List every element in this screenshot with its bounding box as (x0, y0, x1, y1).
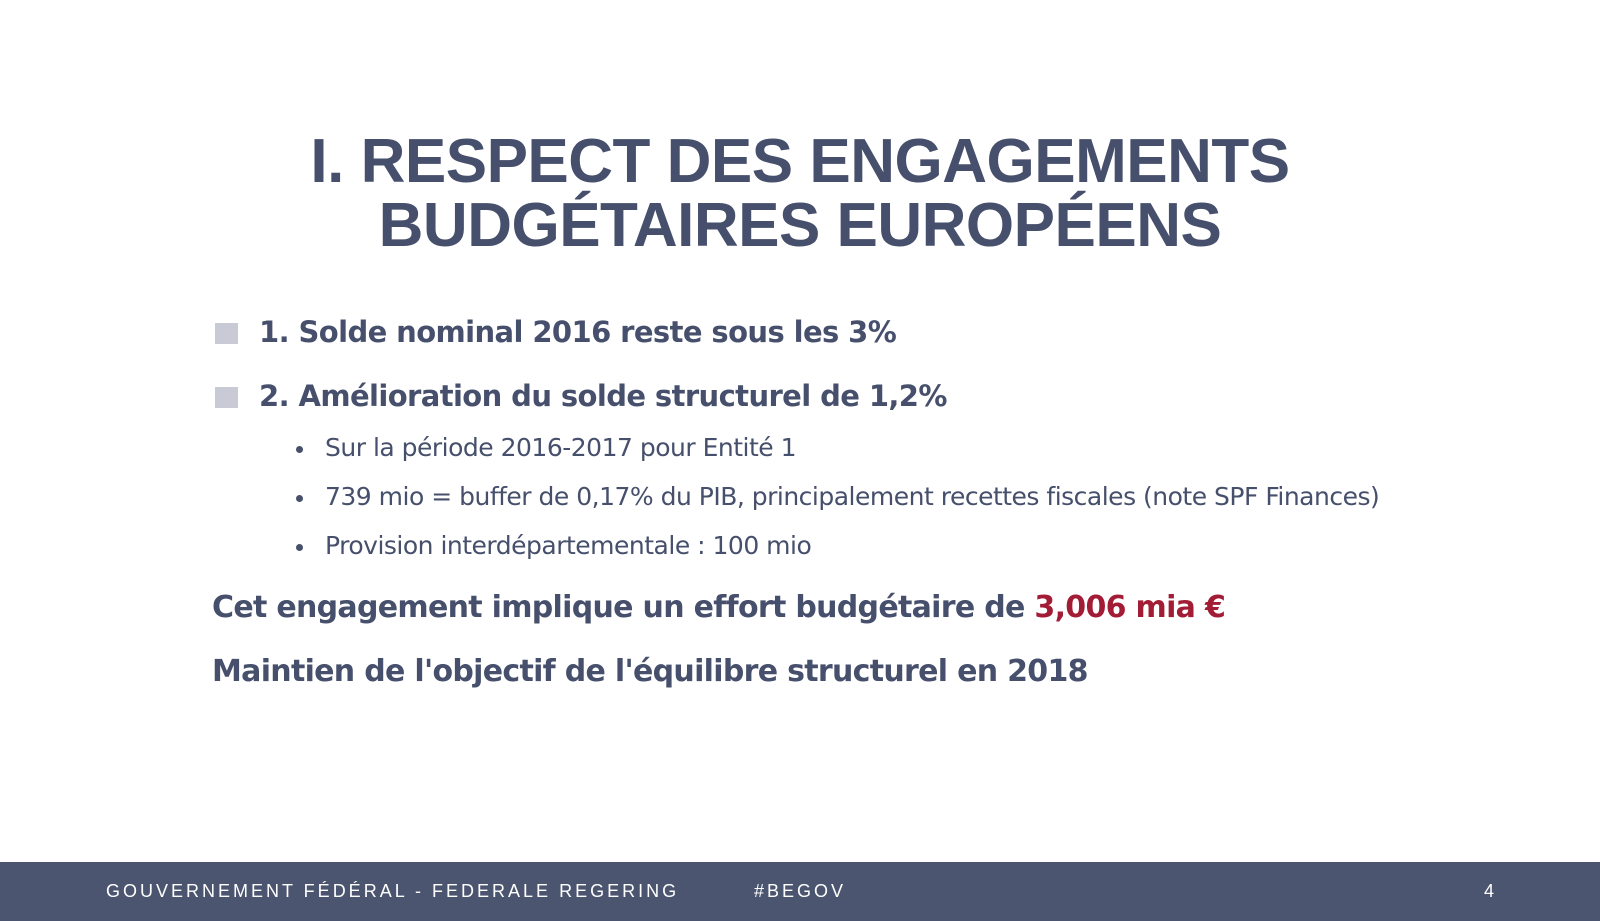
effort-amount: 3,006 mia € (1034, 590, 1226, 625)
slide-title-line-2: BUDGÉTAIRES EUROPÉENS (378, 191, 1222, 260)
sub-bullet-text: 739 mio = buffer de 0,17% du PIB, principalement recettes fiscales (note SPF Finances) (325, 482, 1380, 511)
page-number: 4 (1484, 881, 1498, 901)
footer-bar (0, 862, 1600, 921)
sub-bullet-text: Sur la période 2016-2017 pour Entité 1 (325, 433, 796, 462)
footer-hashtag: #BEGOV (754, 881, 847, 901)
slide-title (0, 127, 1600, 260)
effort-statement-text: Cet engagement implique un effort budgétaire de (212, 590, 1035, 625)
dot-bullet-icon (296, 446, 303, 453)
effort-statement (212, 589, 1225, 627)
slide-title-line-1: I. RESPECT DES ENGAGEMENTS (310, 127, 1290, 196)
sub-bullet-text: Provision interdépartementale : 100 mio (325, 531, 812, 560)
footer-organization: GOUVERNEMENT FÉDÉRAL - FEDERALE REGERING (106, 881, 680, 901)
dot-bullet-icon (296, 544, 303, 551)
bullet-text: 1. Solde nominal 2016 reste sous les 3% (259, 315, 897, 349)
dot-bullet-icon (296, 495, 303, 502)
square-bullet-icon (215, 323, 238, 344)
objective-statement: Maintien de l'objectif de l'équilibre structurel en 2018 (212, 654, 1088, 689)
square-bullet-icon (215, 387, 238, 408)
bullet-text: 2. Amélioration du solde structurel de 1,2% (259, 379, 947, 413)
